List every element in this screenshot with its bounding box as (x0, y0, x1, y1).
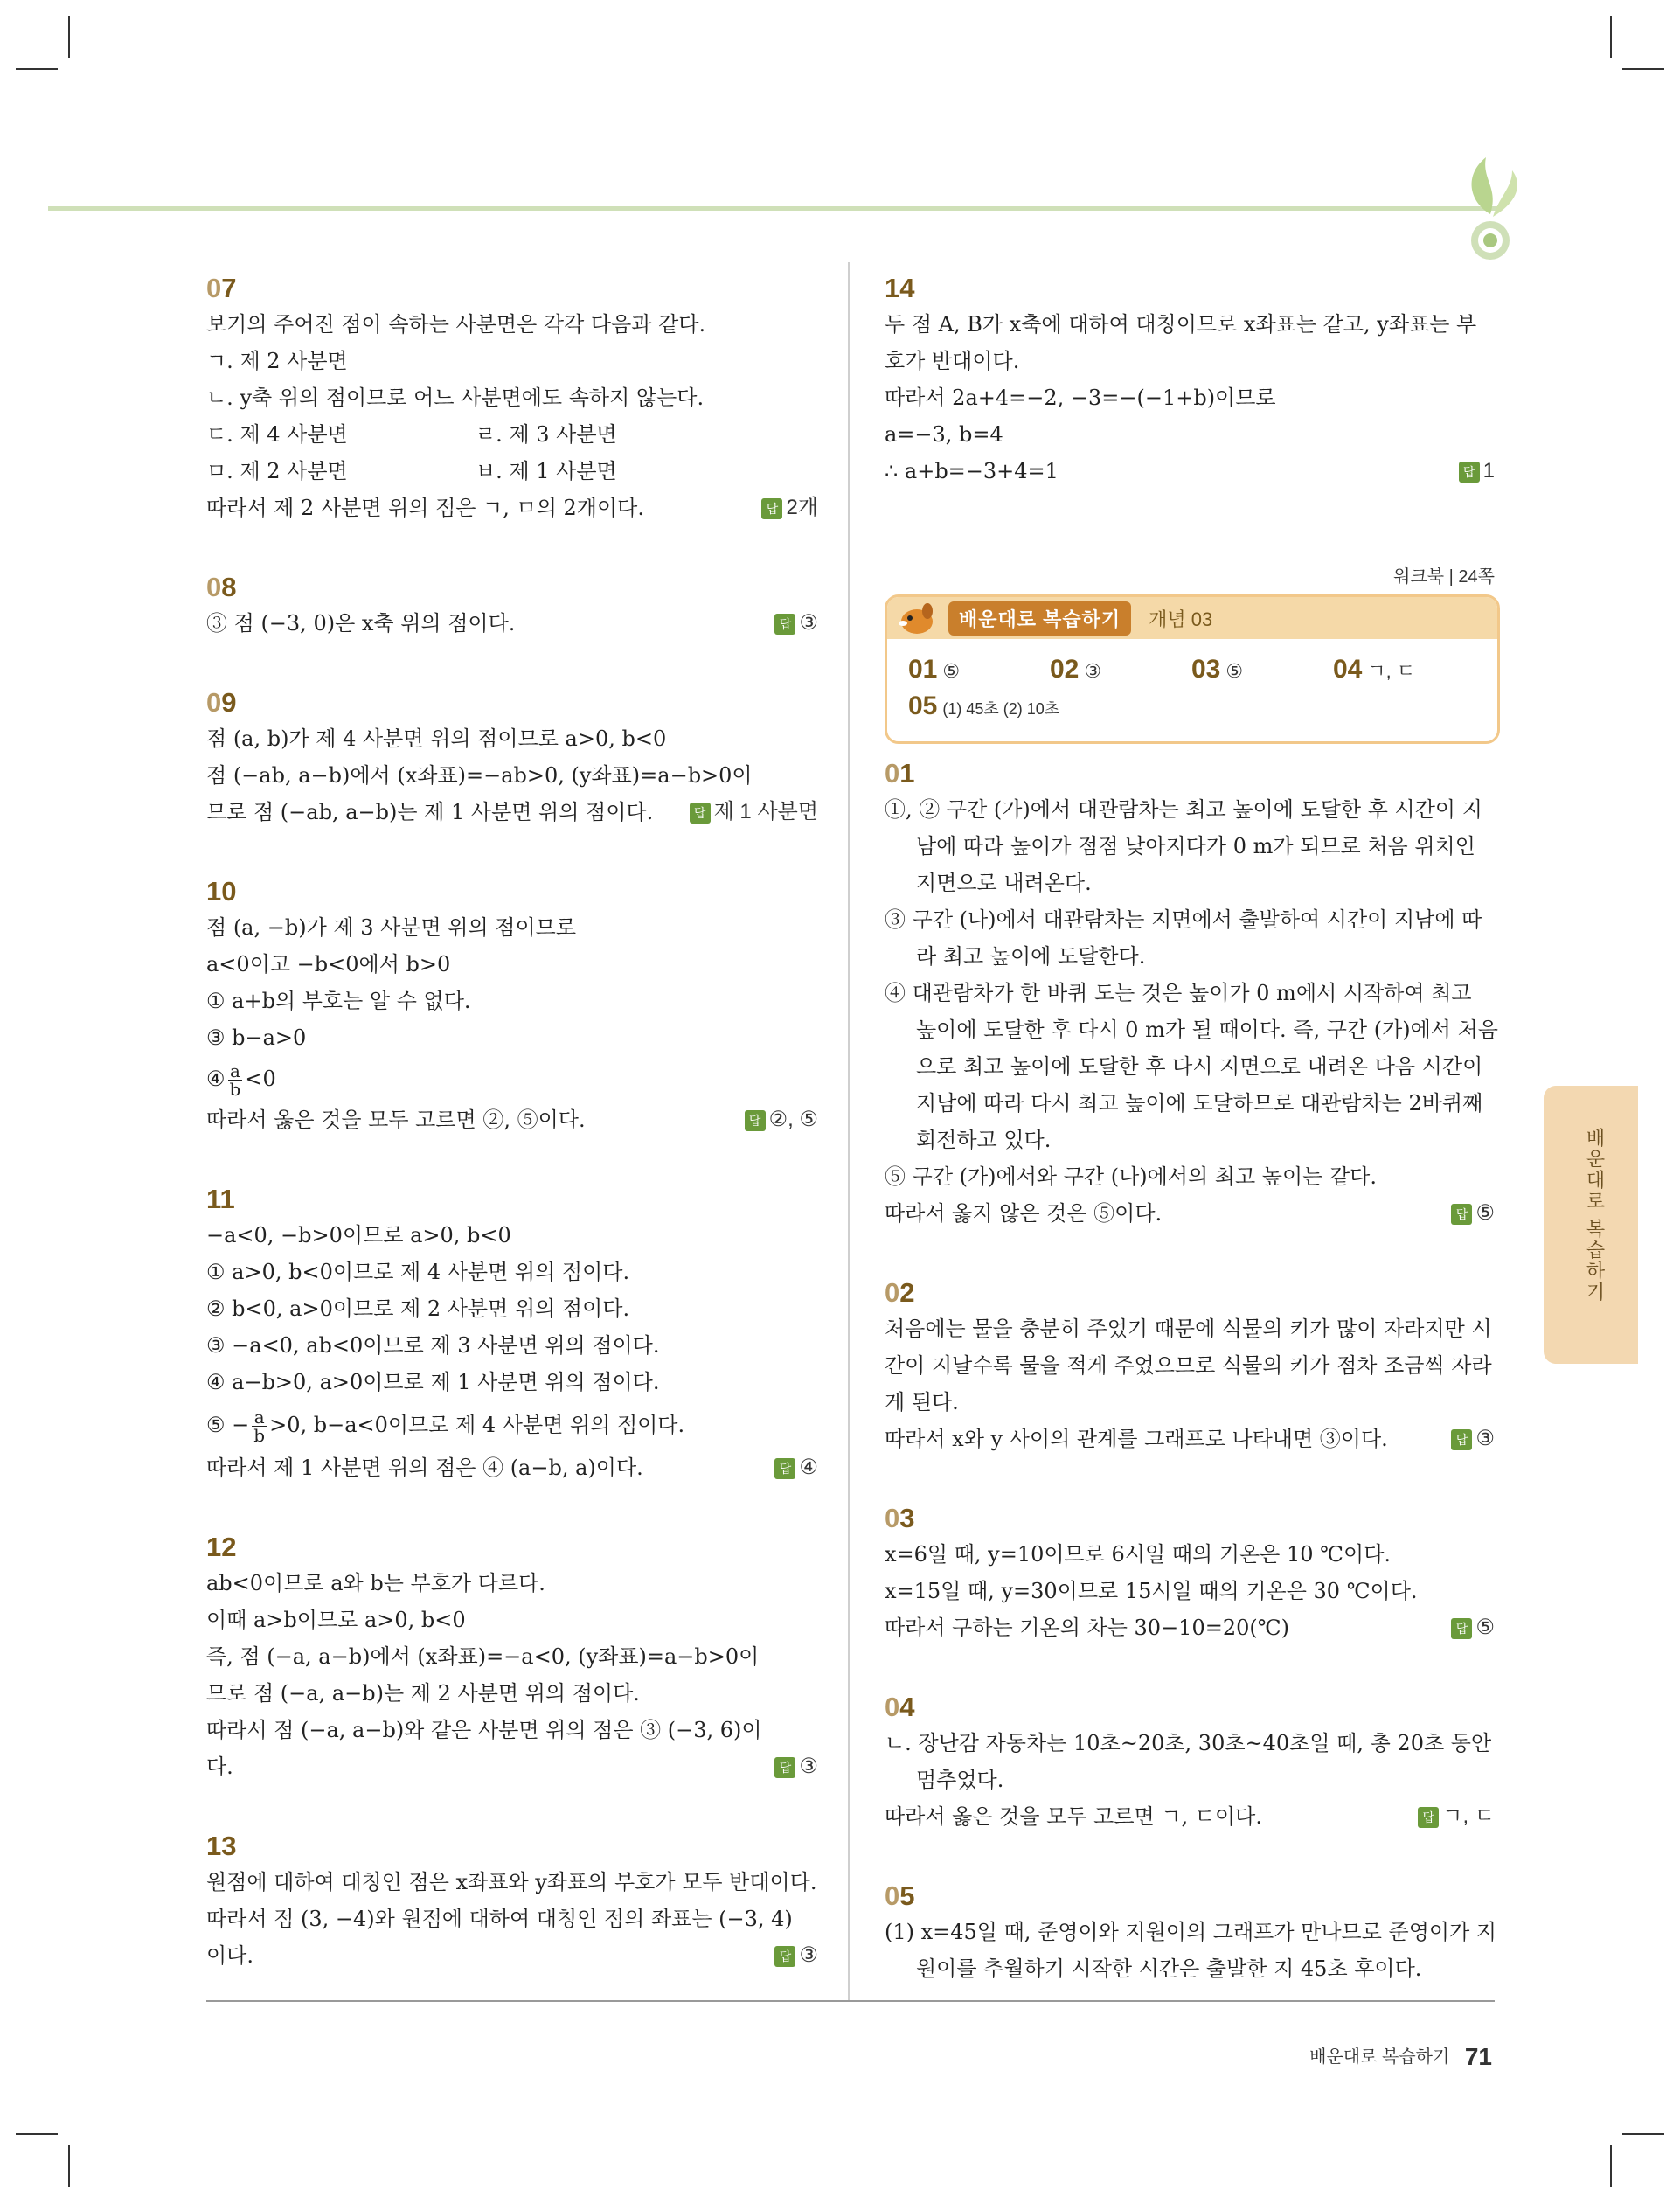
text-line: 지면으로 내려온다. (916, 871, 1092, 895)
answer (774, 1748, 818, 1785)
text-line (206, 1937, 818, 1974)
answer-value: 2개 (786, 496, 818, 519)
text-line: ③ −a<0, ab<0이므로 제 3 사분면 위의 점이다. (206, 1333, 660, 1358)
fraction (252, 1408, 267, 1444)
choice: ㅂ. 제 1 사분면 (476, 459, 617, 483)
answer (761, 490, 818, 526)
text-line: −a<0, −b>0이므로 a>0, b<0 (206, 1223, 511, 1247)
column-divider (848, 262, 850, 2002)
solution-04 (885, 1690, 1495, 1835)
text-line (206, 1400, 818, 1449)
answer-tag-icon: 답 (1451, 1204, 1472, 1225)
answer (1451, 1421, 1495, 1457)
text-line: 이때 a>b이므로 a>0, b<0 (206, 1608, 466, 1632)
answer-tag-icon: 답 (774, 1946, 795, 1967)
answer (1451, 1609, 1495, 1646)
answer-value: ③ (1475, 1427, 1495, 1450)
text-line: 으로 최고 높이에 도달한 후 다시 지면으로 내려온 다음 시간이 (916, 1054, 1483, 1079)
crop-mark (16, 68, 58, 70)
text-line: ㄴ. y축 위의 점이므로 어느 사분면에도 속하지 않는다. (206, 386, 705, 410)
text-line (206, 1102, 818, 1138)
text-line: ㄴ. 장난감 자동차는 10초~20초, 30초~40초일 때, 총 20초 동안 (885, 1731, 1492, 1755)
problem-number: 01 (885, 758, 915, 789)
answer-value: 제 1 사분면 (713, 800, 818, 824)
answer-tag-icon: 답 (745, 1110, 766, 1131)
answer (774, 1937, 818, 1974)
choice: ⑤ − (206, 1413, 250, 1437)
conclusion: ③ 점 (−3, 0)은 x축 위의 점이다. (206, 611, 516, 636)
problem-number: 08 (206, 572, 237, 602)
choice: ㄷ. 제 4 사분면 (206, 422, 348, 447)
choice: ④ (206, 1067, 226, 1091)
text-line (206, 794, 818, 830)
review-answer-item (1333, 655, 1475, 685)
text-line: 라 최고 높이에 도달한다. (916, 944, 1146, 969)
text-line: 호가 반대이다. (885, 349, 1020, 373)
text-line: a=−3, b=4 (885, 422, 1003, 447)
text-line: 보기의 주어진 점이 속하는 사분면은 각각 다음과 같다. (206, 312, 706, 337)
text-line (206, 453, 818, 490)
text-line: 므로 점 (−a, a−b)는 제 2 사분면 위의 점이다. (206, 1681, 640, 1706)
text-line: ①, ② 구간 (가)에서 대관람차는 최고 높이에 도달한 후 시간이 지 (885, 797, 1482, 822)
text-line: 점 (a, b)가 제 4 사분면 위의 점이므로 a>0, b<0 (206, 726, 667, 751)
text-line: x=15일 때, y=30이므로 15시일 때의 기온은 30 ℃이다. (885, 1579, 1418, 1603)
conclusion: ∴ a+b=−3+4=1 (885, 459, 1059, 483)
conclusion: 이다. (206, 1943, 253, 1968)
solution-03 (885, 1501, 1495, 1646)
conclusion: 따라서 옳은 것을 모두 고르면 ②, ⑤이다. (206, 1108, 586, 1132)
problem-14 (885, 271, 1495, 490)
review-num: 01 (908, 655, 938, 684)
crop-mark (1610, 2145, 1612, 2187)
leaf-ornament-icon (1451, 149, 1530, 271)
text-line: 점 (a, −b)가 제 3 사분면 위의 점이므로 (206, 915, 577, 940)
conclusion: 따라서 제 1 사분면 위의 점은 ④ (a−b, a)이다. (206, 1456, 643, 1480)
answer-tag-icon: 답 (1451, 1618, 1472, 1639)
problem-number: 05 (885, 1880, 915, 1911)
text-line (885, 1798, 1495, 1835)
problem-number: 14 (885, 273, 915, 303)
mascot-dog-icon (892, 597, 940, 639)
text-line: a<0이고 −b<0에서 b>0 (206, 952, 451, 976)
crop-mark (68, 16, 70, 58)
review-val: ㄱ, ㄷ (1367, 660, 1416, 682)
page-number: 71 (1464, 2043, 1492, 2070)
review-answer-item (908, 691, 1258, 721)
text-line: 높이에 도달한 후 다시 0 m가 될 때이다. 즉, 구간 (가)에서 처음 (916, 1018, 1498, 1042)
answer (1451, 1195, 1495, 1232)
conclusion: 따라서 제 2 사분면 위의 점은 ㄱ, ㅁ의 2개이다. (206, 496, 644, 520)
answer-tag-icon: 답 (690, 803, 711, 824)
text-line: ① a>0, b<0이므로 제 4 사분면 위의 점이다. (206, 1260, 630, 1284)
answer-value: ⑤ (1475, 1616, 1495, 1639)
answer-tag-icon: 답 (774, 614, 795, 635)
text-line: 회전하고 있다. (916, 1128, 1052, 1152)
text-line: 원점에 대하여 대칭인 점은 x좌표와 y좌표의 부호가 모두 반대이다. (206, 1870, 817, 1894)
review-val: ③ (1084, 660, 1102, 682)
conclusion: 므로 점 (−ab, a−b)는 제 1 사분면 위의 점이다. (206, 800, 654, 824)
problem-number: 04 (885, 1692, 915, 1722)
text-line (206, 416, 818, 453)
review-row (908, 651, 1475, 688)
review-val: ⑤ (942, 660, 961, 682)
review-num: 05 (908, 691, 938, 720)
crop-mark (16, 2133, 58, 2135)
answer-tag-icon: 답 (1459, 462, 1480, 483)
left-column (206, 271, 818, 2018)
solution-02 (885, 1275, 1495, 1457)
answer (774, 605, 818, 642)
text-line (206, 490, 818, 526)
text-line: ⑤ 구간 (가)에서와 구간 (나)에서의 최고 높이는 같다. (885, 1164, 1377, 1189)
answer-value: ④ (799, 1456, 818, 1479)
text-line: ③ b−a>0 (206, 1025, 307, 1050)
answer-value: ⑤ (1475, 1201, 1495, 1225)
review-num: 04 (1333, 655, 1363, 684)
problem-number: 07 (206, 273, 237, 303)
text-line: 간이 지날수록 물을 적게 주었으므로 식물의 키가 점차 조금씩 자라 (885, 1353, 1492, 1378)
review-answer-box (885, 594, 1500, 744)
answer (774, 1449, 818, 1486)
crop-mark (1610, 16, 1612, 58)
workbook-reference: 워크북 | 24쪽 (1393, 567, 1495, 587)
answer-value: ③ (799, 1943, 818, 1967)
problem-07 (206, 271, 818, 526)
text-line: 지남에 따라 다시 최고 높이에 도달하므로 대관람차는 2바퀴째 (916, 1091, 1483, 1115)
review-row (908, 688, 1475, 725)
text-line: 따라서 점 (−a, a−b)와 같은 사분면 위의 점은 ③ (−3, 6)이 (206, 1718, 762, 1742)
conclusion: 따라서 옳은 것을 모두 고르면 ㄱ, ㄷ이다. (885, 1804, 1262, 1829)
answer (1459, 453, 1495, 490)
text-line (885, 1195, 1495, 1232)
solution-05 (885, 1879, 1495, 1987)
text-line: 점 (−ab, a−b)에서 (x좌표)=−ab>0, (y좌표)=a−b>0이 (206, 763, 753, 788)
footer-section: 배운대로 복습하기 (1309, 2047, 1450, 2067)
text-line: 남에 따라 높이가 점점 낮아지다가 0 m가 되므로 처음 위치인 (916, 834, 1475, 858)
right-column-solutions (885, 756, 1498, 2031)
text-line: 즉, 점 (−a, a−b)에서 (x좌표)=−a<0, (y좌표)=a−b>0이 (206, 1644, 760, 1669)
answer-value: ③ (799, 1755, 818, 1778)
conclusion: 따라서 x와 y 사이의 관계를 그래프로 나타내면 ③이다. (885, 1427, 1388, 1451)
answer (690, 794, 818, 830)
problem-number: 11 (206, 1184, 235, 1214)
text-line: x=6일 때, y=10이므로 6시일 때의 기온은 10 ℃이다. (885, 1542, 1392, 1567)
text-line: ④ 대관람차가 한 바퀴 도는 것은 높이가 0 m에서 시작하여 최고 (885, 981, 1472, 1005)
problem-10 (206, 874, 818, 1138)
page-footer (1309, 2042, 1492, 2071)
text-line: (1) x=45일 때, 준영이와 지원이의 그래프가 만나므로 준영이가 지 (885, 1920, 1497, 1944)
problem-number: 09 (206, 687, 237, 718)
problem-11 (206, 1182, 818, 1486)
answer-tag-icon: 답 (1418, 1807, 1439, 1828)
review-num: 03 (1191, 655, 1221, 684)
conclusion: 따라서 구하는 기온의 차는 30−10=20(℃) (885, 1616, 1289, 1640)
review-answer-item (908, 655, 1050, 685)
review-answer-grid (908, 651, 1475, 725)
problem-number: 02 (885, 1277, 915, 1308)
text-line (206, 1748, 818, 1785)
text-line (885, 453, 1495, 490)
inequality: <0 (245, 1067, 276, 1091)
answer-tag-icon: 답 (1451, 1429, 1472, 1450)
choice-rest: >0, b−a<0이므로 제 4 사분면 위의 점이다. (269, 1413, 685, 1437)
conclusion: 따라서 옳지 않은 것은 ⑤이다. (885, 1201, 1163, 1226)
answer (745, 1102, 818, 1138)
text-line: ④ a−b>0, a>0이므로 제 1 사분면 위의 점이다. (206, 1370, 660, 1394)
text-line (885, 1609, 1495, 1646)
text-line: 따라서 2a+4=−2, −3=−(−1+b)이므로 (885, 386, 1276, 410)
solution-01 (885, 756, 1498, 1232)
header-rule (48, 206, 1499, 211)
right-column (885, 271, 1495, 533)
answer-value: ③ (799, 611, 818, 635)
numerator: a (252, 1408, 267, 1427)
problem-13 (206, 1829, 818, 1974)
denominator: b (253, 1425, 266, 1446)
review-header (887, 597, 1497, 639)
text-line: ② b<0, a>0이므로 제 2 사분면 위의 점이다. (206, 1296, 630, 1321)
problem-12 (206, 1530, 818, 1785)
review-num: 02 (1050, 655, 1080, 684)
text-line: 따라서 점 (3, −4)와 원점에 대하여 대칭인 점의 좌표는 (−3, 4) (206, 1907, 793, 1931)
text-line (885, 1421, 1495, 1457)
answer (1418, 1798, 1495, 1835)
text-line: 두 점 A, B가 x축에 대하여 대칭이므로 x좌표는 같고, y좌표는 부 (885, 312, 1477, 337)
review-answer-item (1191, 655, 1333, 685)
choice: ㄹ. 제 3 사분면 (476, 422, 617, 447)
crop-mark (1622, 2133, 1664, 2135)
answer-tag-icon: 답 (774, 1458, 795, 1479)
text-line: 멈추었다. (916, 1768, 1004, 1792)
answer-tag-icon: 답 (761, 498, 782, 519)
review-val: ⑤ (1225, 660, 1244, 682)
conclusion: 다. (206, 1755, 233, 1779)
denominator: b (229, 1079, 241, 1100)
crop-mark (1622, 68, 1664, 70)
answer-value: ㄱ, ㄷ (1442, 1804, 1495, 1828)
review-val: (1) 45초 (2) 10초 (942, 700, 1060, 718)
text-line (206, 605, 818, 642)
problem-number: 10 (206, 876, 237, 907)
text-line: ab<0이므로 a와 b는 부호가 다르다. (206, 1571, 545, 1595)
answer-value: 1 (1482, 459, 1495, 483)
answer-value: ②, ⑤ (768, 1108, 818, 1131)
answer-tag-icon: 답 (774, 1757, 795, 1778)
side-tab-label: 배운대로 복습하기 (1584, 1128, 1606, 1303)
footer-rule (206, 2000, 1495, 2002)
problem-number: 13 (206, 1831, 237, 1861)
choice: ㅁ. 제 2 사분면 (206, 459, 348, 483)
review-concept: 개념 03 (1149, 608, 1213, 630)
text-line: 처음에는 물을 충분히 주었기 때문에 식물의 키가 많이 자라지만 시 (885, 1317, 1492, 1341)
text-line: ㄱ. 제 2 사분면 (206, 349, 348, 373)
text-line: ③ 구간 (나)에서 대관람차는 지면에서 출발하여 시간이 지남에 따 (885, 907, 1482, 932)
numerator: a (228, 1062, 243, 1081)
crop-mark (68, 2145, 70, 2187)
problem-number: 03 (885, 1503, 915, 1533)
text-line: ① a+b의 부호는 알 수 없다. (206, 989, 471, 1013)
text-line (206, 1056, 818, 1102)
problem-09 (206, 685, 818, 830)
problem-number: 12 (206, 1532, 237, 1562)
text-line (206, 1449, 818, 1486)
fraction (228, 1062, 243, 1098)
text-line: 게 된다. (885, 1390, 959, 1414)
text-line: 원이를 추월하기 시작한 시간은 출발한 지 45초 후이다. (916, 1956, 1422, 1981)
review-title: 배운대로 복습하기 (948, 601, 1131, 636)
review-answer-item (1050, 655, 1191, 685)
problem-08 (206, 570, 818, 642)
